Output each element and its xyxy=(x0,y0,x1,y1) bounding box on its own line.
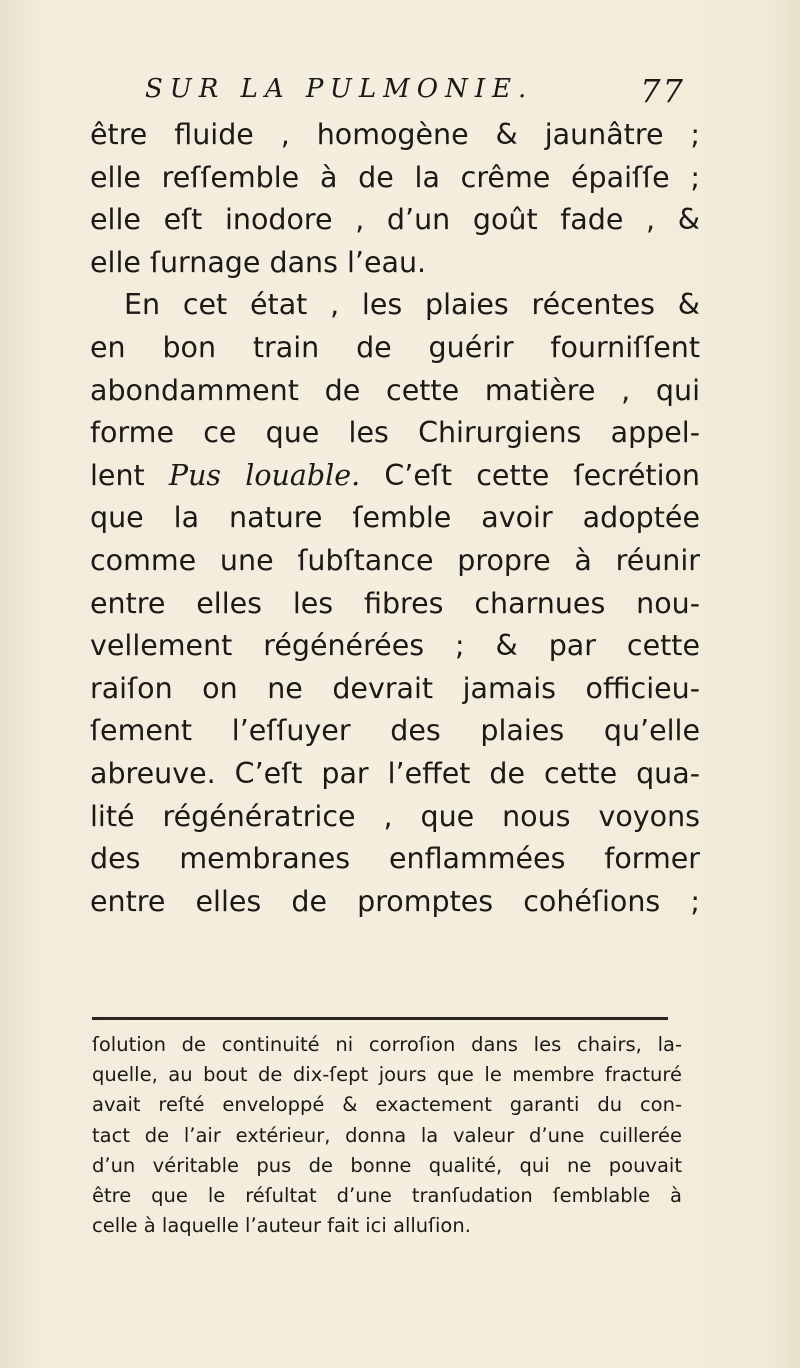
body-line: abreuve. C’eſt par l’effet de cette qua- xyxy=(90,756,700,790)
body-line: En cet état , les plaies récentes & xyxy=(124,288,700,322)
body-line: en bon train de guérir fourniſſent xyxy=(90,330,700,364)
footnote-divider xyxy=(92,1017,668,1020)
body-line: vellement régénérées ; & par cette xyxy=(90,629,700,663)
footnote-line: celle à laquelle l’auteur fait ici alluſion. xyxy=(92,1214,471,1238)
footnote-line: quelle, au bout de dix-ſept jours que le membre fracturé xyxy=(92,1063,682,1087)
body-line: lité régénératrice , que nous voyons xyxy=(90,799,700,833)
body-line: ſement l’eſſuyer des plaies qu’elle xyxy=(90,714,700,748)
footnote-line: d’un véritable pus de bonne qualité, qui ne pouvait xyxy=(92,1153,682,1177)
body-text xyxy=(90,114,700,923)
body-line: entre elles de promptes cohéſions ; xyxy=(90,884,700,918)
italic-term: Pus louable. xyxy=(168,458,361,492)
page-number: 77 xyxy=(640,72,685,110)
body-line: raiſon on ne devrait jamais officieu- xyxy=(90,671,700,705)
running-head xyxy=(145,72,685,112)
footnote-line: ſolution de continuité ni corroſion dans les chairs, la- xyxy=(92,1033,682,1056)
body-line: comme une ſubſtance propre à réunir xyxy=(90,543,700,577)
footnote-line: avait reſté enveloppé & exactement garanti du con- xyxy=(92,1093,682,1117)
body-line: forme ce que les Chirurgiens appel- xyxy=(90,416,700,450)
footnote xyxy=(92,1030,682,1241)
body-line: elle ſurnage dans l’eau. xyxy=(90,245,427,279)
body-line: abondamment de cette matière , qui xyxy=(90,373,700,407)
body-line: entre elles les fibres charnues nou- xyxy=(90,586,700,620)
footnote-line: être que le réſultat d’une tranſudation ſemblable à xyxy=(92,1183,682,1207)
body-line: elle eſt inodore , d’un goût fade , & xyxy=(90,203,700,237)
body-line: que la nature ſemble avoir adoptée xyxy=(90,501,700,535)
footnote-line: tact de l’air extérieur, donna la valeur d’une cuillerée xyxy=(92,1123,682,1147)
body-line: être fluide , homogène & jaunâtre ; xyxy=(90,118,700,151)
body-line: lent Pus louable. C’eſt cette ſecrétion xyxy=(90,458,700,492)
running-title: SUR LA PULMONIE. xyxy=(145,74,534,104)
body-line: des membranes enflammées former xyxy=(90,842,700,876)
body-line: elle reſſemble à de la crême épaiſſe ; xyxy=(90,160,700,194)
